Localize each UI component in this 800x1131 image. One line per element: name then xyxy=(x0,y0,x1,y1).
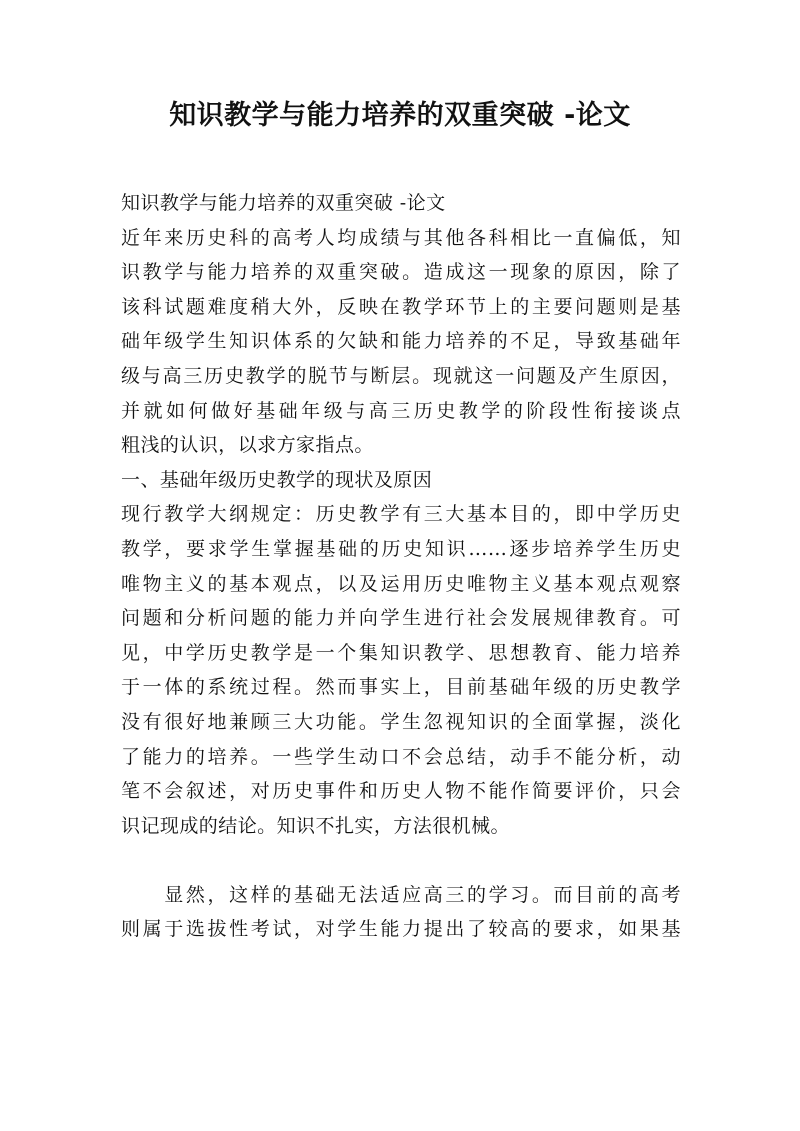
paragraph-line: 近年来历史科的高考人均成绩与其他各科相比一直偏低，知 xyxy=(121,226,681,249)
paragraph-gap xyxy=(121,843,681,878)
paragraph-line: 该科试题难度稍大外，反映在教学环节上的主要问题则是基 xyxy=(121,295,681,318)
paragraph-line: 没有很好地兼顾三大功能。学生忽视知识的全面掌握，淡化 xyxy=(121,710,681,733)
paragraph-line: 了能力的培养。一些学生动口不会总结，动手不能分析，动 xyxy=(121,745,681,768)
paragraph-line: 础年级学生知识体系的欠缺和能力培养的不足，导致基础年 xyxy=(121,330,681,353)
section-heading: 一、基础年级历史教学的现状及原因 xyxy=(121,468,433,491)
document-body xyxy=(121,186,681,947)
subtitle-line: 知识教学与能力培养的双重突破 -论文 xyxy=(121,192,446,214)
paragraph-line: 唯物主义的基本观点，以及运用历史唯物主义基本观点观察 xyxy=(121,572,681,595)
paragraph-line: 识教学与能力培养的双重突破。造成这一现象的原因，除了 xyxy=(121,261,681,284)
paragraph-line: 识记现成的结论。知识不扎实，方法很机械。 xyxy=(121,814,511,837)
paragraph-line: 现行教学大纲规定：历史教学有三大基本目的，即中学历史 xyxy=(121,503,681,526)
paragraph-line: 则属于选拔性考试，对学生能力提出了较高的要求，如果基 xyxy=(121,918,681,941)
paragraph-line: 并就如何做好基础年级与高三历史教学的阶段性衔接谈点 xyxy=(121,399,681,422)
document-title: 知识教学与能力培养的双重突破 -论文 xyxy=(169,100,631,131)
paragraph-line: 级与高三历史教学的脱节与断层。现就这一问题及产生原因， xyxy=(121,364,681,387)
paragraph-line: 教学，要求学生掌握基础的历史知识……逐步培养学生历史 xyxy=(121,537,681,560)
paragraph-line: 笔不会叙述，对历史事件和历史人物不能作简要评价，只会 xyxy=(121,780,681,803)
paragraph-line: 显然，这样的基础无法适应高三的学习。而目前的高考 xyxy=(121,883,681,906)
paragraph-line: 问题和分析问题的能力并向学生进行社会发展规律教育。可 xyxy=(121,607,681,630)
paragraph-line: 见，中学历史教学是一个集知识教学、思想教育、能力培养 xyxy=(121,641,681,664)
paragraph-line: 于一体的系统过程。然而事实上，目前基础年级的历史教学 xyxy=(121,676,681,699)
paragraph-line: 粗浅的认识，以求方家指点。 xyxy=(121,434,374,457)
